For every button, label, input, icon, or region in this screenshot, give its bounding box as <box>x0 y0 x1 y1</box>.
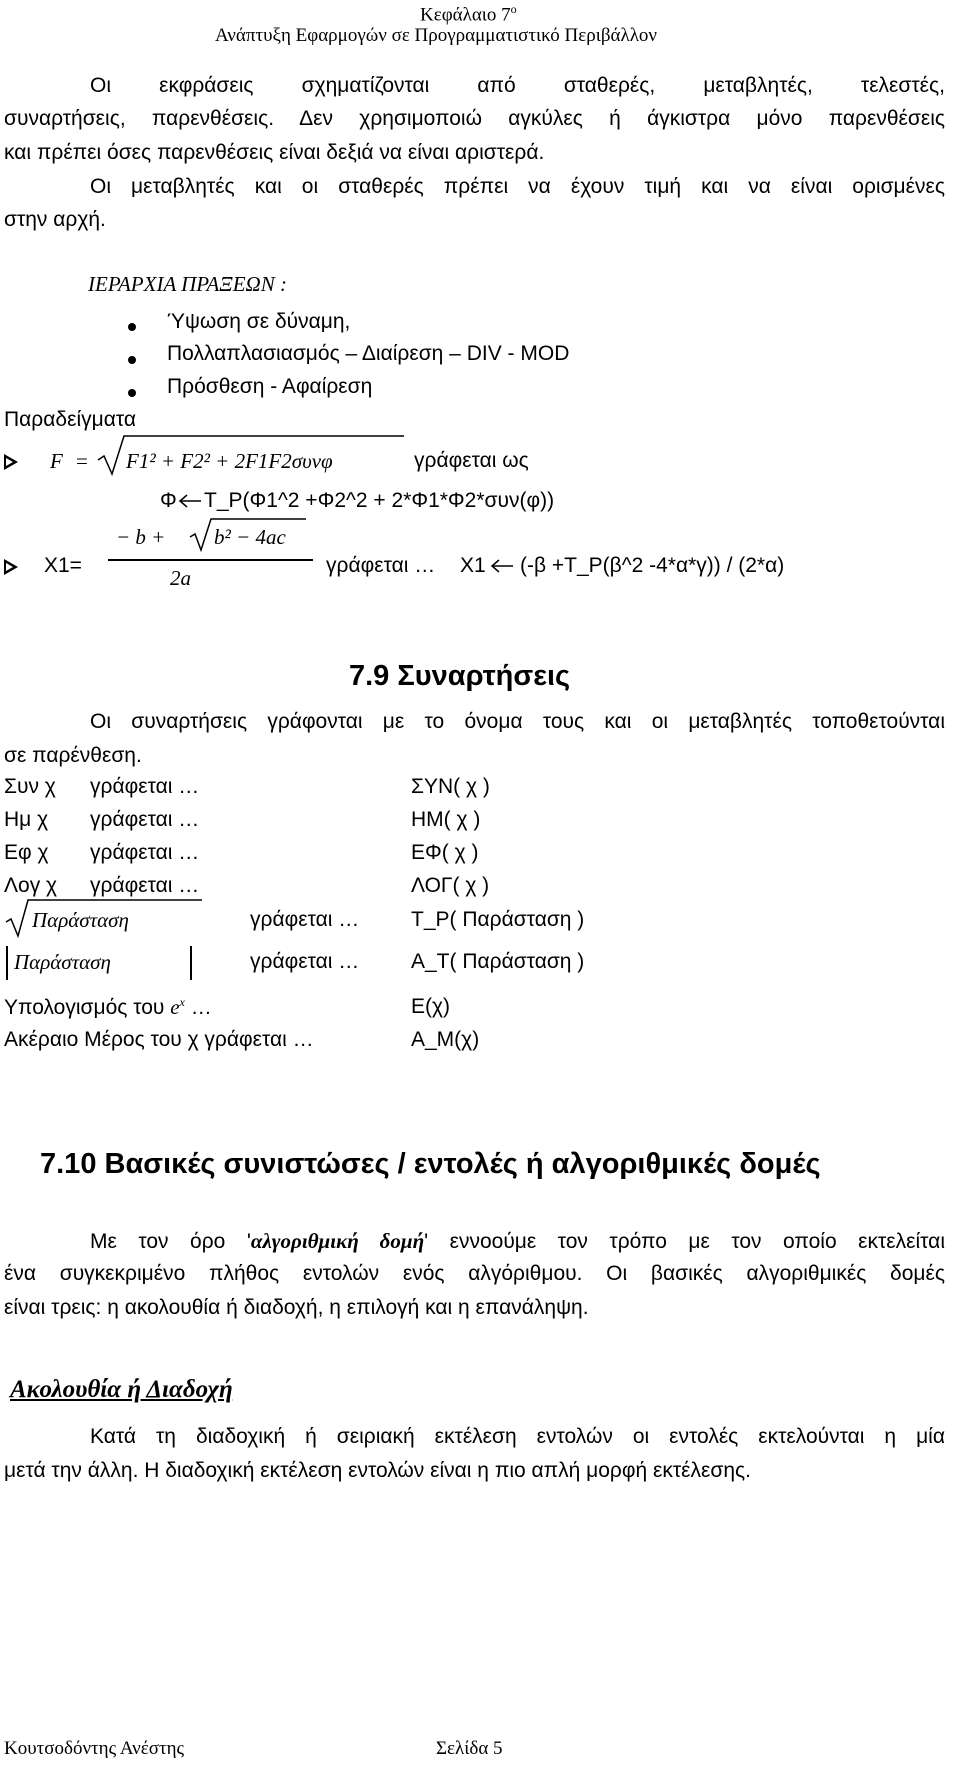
footer-page-number: Σελίδα 5 <box>436 1738 503 1759</box>
section-7-10-para-line-3: είναι τρεις: η ακολουθία ή διαδοχή, η επιλογή και η επανάληψη. <box>4 1296 589 1319</box>
func-verb: γράφεται … <box>90 775 200 798</box>
section-7-9-para-line-2: σε παρένθεση. <box>4 744 142 767</box>
hierarchy-item-3: Πρόσθεση - Αφαίρεση <box>167 375 373 398</box>
hierarchy-item-2: Πολλαπλασιασμός – Διαίρεση – DIV - MOD <box>167 342 570 365</box>
term-algorithmic-structure: αλγοριθμική δομή <box>250 1229 425 1253</box>
intro-line-4: Οι μεταβλητές και οι σταθερές πρέπει να έχουν τιμή και να είναι ορισμένες <box>90 175 945 198</box>
section-7-9-title: 7.9 Συναρτήσεις <box>349 660 571 692</box>
ex2-radicand: b² − 4ac <box>214 525 286 549</box>
left-arrow-icon <box>178 494 202 508</box>
intro-line-1: Οι εκφράσεις σχηματίζονται από σταθερές, μεταβλητές, τελεστές, <box>90 74 945 97</box>
sqrt-code: Τ_Ρ( Παράσταση ) <box>411 908 585 931</box>
abs-bar-right <box>190 946 192 980</box>
func-name: Ημ χ <box>4 808 49 831</box>
exp-code: Ε(χ) <box>411 995 451 1018</box>
intro-line-5: στην αρχή. <box>4 208 106 231</box>
func-name: Εφ χ <box>4 841 49 864</box>
exp-base: e <box>170 995 180 1019</box>
ex1-written-as: γράφεται ως <box>414 449 529 472</box>
sequence-para-line-1: Κατά τη διαδοχική ή σειριακή εκτέλεση εντολών οι εντολές εκτελούνται η μία <box>90 1425 945 1448</box>
hierarchy-item-1: Ύψωση σε δύναμη, <box>167 310 351 333</box>
bullet-icon <box>128 356 136 364</box>
sqrt-verb: γράφεται … <box>250 908 360 931</box>
int-label: Ακέραιο Μέρος του χ γράφεται … <box>4 1028 314 1051</box>
int-code: Α_Μ(χ) <box>411 1028 480 1051</box>
ex1-code: Τ_Ρ(Φ1^2 +Φ2^2 + 2*Φ1*Φ2*συν(φ)) <box>204 489 555 512</box>
abs-bar-left <box>6 946 8 980</box>
exp-sup: x <box>179 995 185 1009</box>
func-code: ΗΜ( χ ) <box>411 808 481 831</box>
ex2-denominator: 2a <box>170 566 191 590</box>
func-verb: γράφεται … <box>90 874 200 897</box>
chapter-title: Κεφάλαιο $7^o$ <box>420 2 517 26</box>
fraction-bar <box>108 559 313 561</box>
func-code: ΣΥΝ( χ ) <box>411 775 490 798</box>
section-7-10-para-line-2: ένα συγκεκριμένο πλήθος εντολών ενός αλγόριθμου. Οι βασικές αλγοριθμικές δομές <box>4 1262 945 1285</box>
func-verb: γράφεται … <box>90 841 200 864</box>
section-7-10-para-line-1: Με τον όρο 'αλγοριθμική δομή' εννοούμε τον τρόπο με τον οποίο εκτελείται <box>90 1229 945 1253</box>
arrow-bullet-icon <box>4 454 18 470</box>
examples-label: Παραδείγματα <box>4 408 136 431</box>
func-code: ΕΦ( χ ) <box>411 841 479 864</box>
exp-dots: … <box>190 996 212 1019</box>
footer-author: Κουτσοδόντης Ανέστης <box>4 1738 185 1759</box>
ex1-radicand: F1² + F2² + 2F1F2συνφ <box>126 449 333 473</box>
exp-label: Υπολογισμός του $e^x$ … <box>4 995 212 1019</box>
chapter-subtitle: Ανάπτυξη Εφαρμογών σε Προγραμματιστικό Περιβάλλον <box>215 25 657 46</box>
func-name: Συν χ <box>4 775 56 798</box>
arrow-bullet-icon <box>4 559 18 575</box>
sequence-title: Ακολουθία ή Διαδοχή <box>10 1376 233 1403</box>
bullet-icon <box>128 323 136 331</box>
sqrt-expression: Παράσταση <box>32 908 129 932</box>
ex2-code-var: Χ1 <box>460 554 486 577</box>
left-arrow-icon <box>490 559 514 573</box>
abs-expression: Παράσταση <box>14 950 111 974</box>
section-7-10-title: 7.10 Βασικές συνιστώσες / εντολές ή αλγοριθμικές δομές <box>40 1148 821 1180</box>
ex2-written-as: γράφεται … <box>326 554 436 577</box>
sequence-para-line-2: μετά την άλλη. Η διαδοχική εκτέλεση εντολών είναι η πιο απλή μορφή εκτέλεσης. <box>4 1459 751 1482</box>
bullet-icon <box>128 389 136 397</box>
func-verb: γράφεται … <box>90 808 200 831</box>
intro-line-2: συναρτήσεις, παρενθέσεις. Δεν χρησιμοποιώ αγκύλες ή άγκιστρα μόνο παρενθέσεις <box>4 107 945 130</box>
ex2-code: (-β +Τ_Ρ(β^2 -4*α*γ)) / (2*α) <box>520 554 785 577</box>
ex1-lhs: F <box>50 449 63 473</box>
section-7-9-para-line-1: Οι συναρτήσεις γράφονται με το όνομα τους και οι μεταβλητές τοποθετούνται <box>90 710 945 733</box>
abs-code: Α_Τ( Παράσταση ) <box>411 950 585 973</box>
ex2-lhs: X1= <box>44 554 82 577</box>
hierarchy-title: ΙΕΡΑΡΧΙΑ ΠΡΑΞΕΩΝ : <box>88 272 287 296</box>
abs-verb: γράφεται … <box>250 950 360 973</box>
func-name: Λογ χ <box>4 874 58 897</box>
intro-line-3: και πρέπει όσες παρενθέσεις είναι δεξιά να είναι αριστερά. <box>4 141 545 164</box>
ex1-code-var: Φ <box>160 489 177 512</box>
func-code: ΛΟΓ( χ ) <box>411 874 490 897</box>
ex1-equals: = <box>76 449 88 473</box>
ex2-numerator-prefix: − b + <box>116 525 166 549</box>
